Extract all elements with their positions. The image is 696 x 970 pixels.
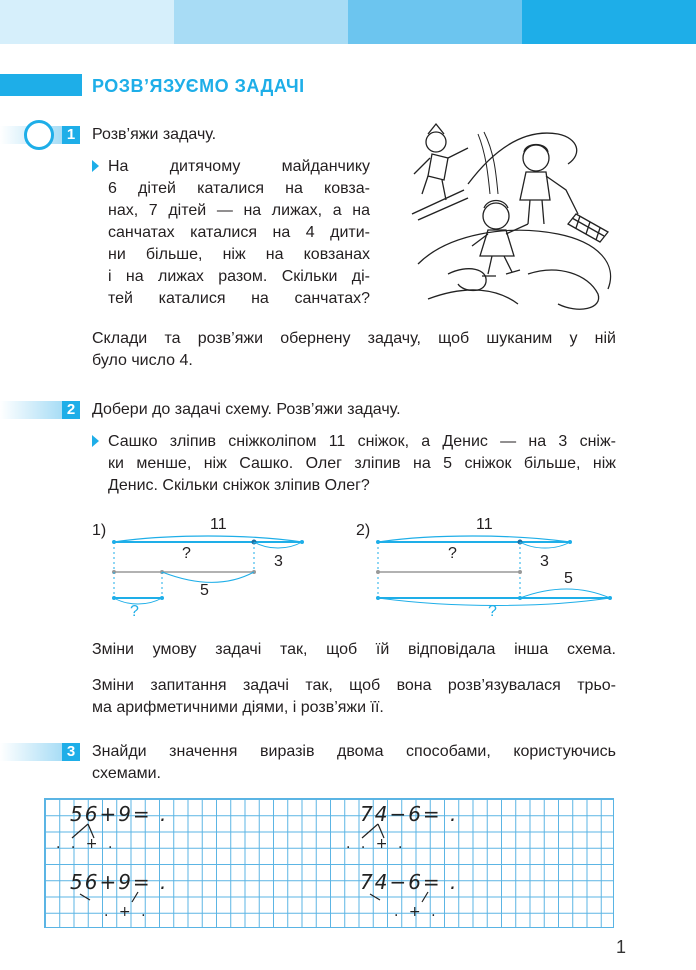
task-3-number: 3	[62, 743, 80, 761]
split-lines-b1	[354, 822, 414, 842]
task-1-inverse-line1: Склади та розв’яжи обернену задачу, щоб шуканим у ній	[92, 330, 616, 347]
task-2-instruction: Добери до задачі схему. Розв’яжи задачу.	[92, 401, 401, 418]
top-bar-segment	[174, 0, 348, 44]
scheme-2-diagram	[372, 530, 622, 610]
problem-line: нах, 7 дітей — на лижах, а на	[108, 202, 370, 219]
task-2-change-condition: Зміни умову задачі так, щоб їй відповідала інша схема.	[92, 641, 616, 658]
task-2-change-question-line2: ма арифметичними діями, і розв’яжи її.	[92, 699, 384, 716]
scheme-1-diff: 3	[274, 553, 283, 570]
scheme-1-top-value: 11	[210, 516, 227, 533]
expression-b1: 74−6= .	[360, 802, 459, 826]
split-lines-a2	[76, 888, 146, 910]
task-3-instruction-line2: схемами.	[92, 765, 161, 782]
task-1-instruction: Розв’яжи задачу.	[92, 126, 217, 143]
split-lines-a1	[64, 822, 124, 842]
scheme-2-question: ?	[448, 545, 457, 562]
task-1-number: 1	[62, 126, 80, 144]
scheme-b2-dots: . + .	[394, 904, 439, 920]
scheme-1-answer: ?	[130, 603, 139, 620]
scheme-a2-dots: . + .	[104, 904, 149, 920]
top-bar-segment	[0, 0, 174, 44]
top-bar-segment	[522, 0, 696, 44]
split-lines-b2	[366, 888, 436, 910]
task-2-problem-line3: Денис. Скільки сніжок зліпив Олег?	[108, 477, 370, 494]
scheme-2-plus: 5	[564, 570, 573, 587]
scheme-2-top-value: 11	[476, 516, 493, 533]
task-2-problem-line2: ки менше, ніж Сашко. Олег зліпив на 5 сніжок більше, ніж	[108, 455, 616, 472]
page-number: 1	[615, 937, 626, 957]
problem-line: і на лижах разом. Скільки ді-	[108, 268, 370, 285]
scheme-a1-dots: . . + .	[56, 836, 116, 852]
task-1-inverse-line2: було число 4.	[92, 352, 193, 369]
scheme-1-plus: 5	[200, 582, 209, 599]
section-title: РОЗВ’ЯЗУЄМО ЗАДАЧІ	[92, 76, 305, 96]
scheme-1-question: ?	[182, 545, 191, 562]
task-1-ring-icon	[24, 120, 54, 150]
scheme-1-label: 1)	[92, 522, 107, 539]
bullet-arrow-icon	[92, 160, 99, 172]
scheme-2-answer: ?	[488, 603, 497, 620]
bullet-arrow-icon	[92, 435, 99, 447]
task-2-problem-line1: Сашко зліпив сніжколіпом 11 сніжок, а Денис — на 3 сніж-	[108, 433, 616, 450]
task-1-problem	[108, 156, 370, 310]
top-bar-segment	[348, 0, 522, 44]
scheme-2-label: 2)	[356, 522, 371, 539]
expression-a1: 56+9= .	[70, 802, 169, 826]
expression-a2: 56+9= .	[70, 870, 169, 894]
problem-line: ни більше, ніж на ковзанах	[108, 246, 370, 263]
problem-line: На дитячому майданчику	[108, 158, 370, 175]
scheme-1-diagram	[108, 530, 318, 610]
problem-line: 6 дітей каталися на ковза-	[108, 180, 370, 197]
problem-line: санчатах каталися на 4 дити-	[108, 224, 370, 241]
section-marker	[0, 74, 82, 96]
task-2-change-question-line1: Зміни запитання задачі так, щоб вона розв’язувалася трьо-	[92, 677, 616, 694]
task-3-instruction-line1: Знайди значення виразів двома способами, користуючись	[92, 743, 616, 760]
scheme-b1-dots: . . + .	[346, 836, 406, 852]
children-winter-illustration	[408, 114, 628, 322]
expression-b2: 74−6= .	[360, 870, 459, 894]
task-2-number: 2	[62, 401, 80, 419]
scheme-2-diff: 3	[540, 553, 549, 570]
top-color-bar	[0, 0, 696, 44]
problem-line: тей каталися на санчатах?	[108, 290, 370, 307]
